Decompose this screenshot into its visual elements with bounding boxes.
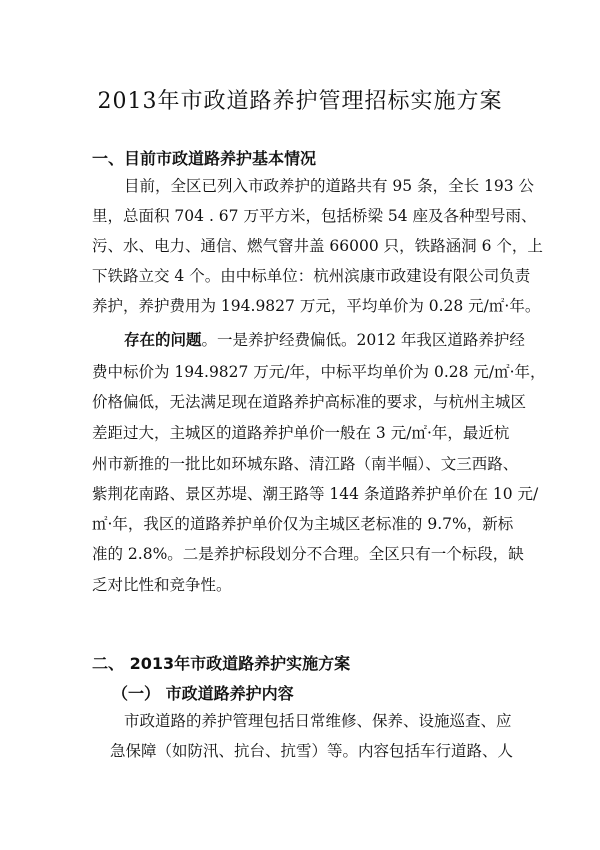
paragraph-line: 目前，全区已列入市政养护的道路共有 95 条，全长 193 公 [124,177,535,195]
subsection-heading: （一） 市政道路养护内容 [112,684,294,703]
paragraph-line: 急保障（如防汛、抗台、抗雪）等。内容包括车行道路、人 [110,742,514,760]
paragraph-line: 下铁路立交 4 个。由中标单位：杭州滨康市政建设有限公司负责 [92,267,531,285]
section1-heading: 一、目前市政道路养护基本情况 [92,149,317,168]
paragraph-line: 里，总面积 704 . 67 万平方米，包括桥梁 54 座及各种型号雨、 [92,207,537,225]
paragraph-line: 市政道路的养护管理包括日常维修、保养、设施巡查、应 [124,712,512,730]
section2-heading: 二、 2013年市政道路养护实施方案 [92,654,351,673]
paragraph-line: 污、水、电力、通信、燃气窨井盖 66000 只，铁路涵洞 6 个，上 [92,237,543,255]
paragraph-line: ㎡·年，我区的道路养护单价仅为主城区老标准的 9.7%，新标 [92,515,514,533]
paragraph-line: 州市新推的一批比如环城东路、清江路（南半幅）、文三西路、 [92,455,519,473]
problems-label: 存在的问题 [124,331,202,349]
paragraph-line: 养护，养护费用为 194.9827 万元，平均单价为 0.28 元/㎡·年。 [92,297,541,315]
paragraph-line: 准的 2.8%。二是养护标段划分不合理。全区只有一个标段，缺 [92,545,524,563]
paragraph-line: 乏对比性和竞争性。 [92,576,232,594]
paragraph-line [124,330,525,350]
paragraph-line: 价格偏低，无法满足现在道路养护高标准的要求，与杭州主城区 [92,393,527,411]
paragraph-line: 紫荆花南路、景区苏堤、潮王路等 144 条道路养护单价在 10 元/ [92,485,539,503]
paragraph-line: 费中标价为 194.9827 万元/年，中标平均单价为 0.28 元/㎡·年， [92,363,546,381]
document-title: 2013年市政道路养护管理招标实施方案 [97,89,503,114]
paragraph-line: 差距过大，主城区的道路养护单价一般在 3 元/㎡·年，最近杭 [92,424,510,442]
paragraph-text: 。一是养护经费偏低。2012 年我区道路养护经 [201,331,525,349]
